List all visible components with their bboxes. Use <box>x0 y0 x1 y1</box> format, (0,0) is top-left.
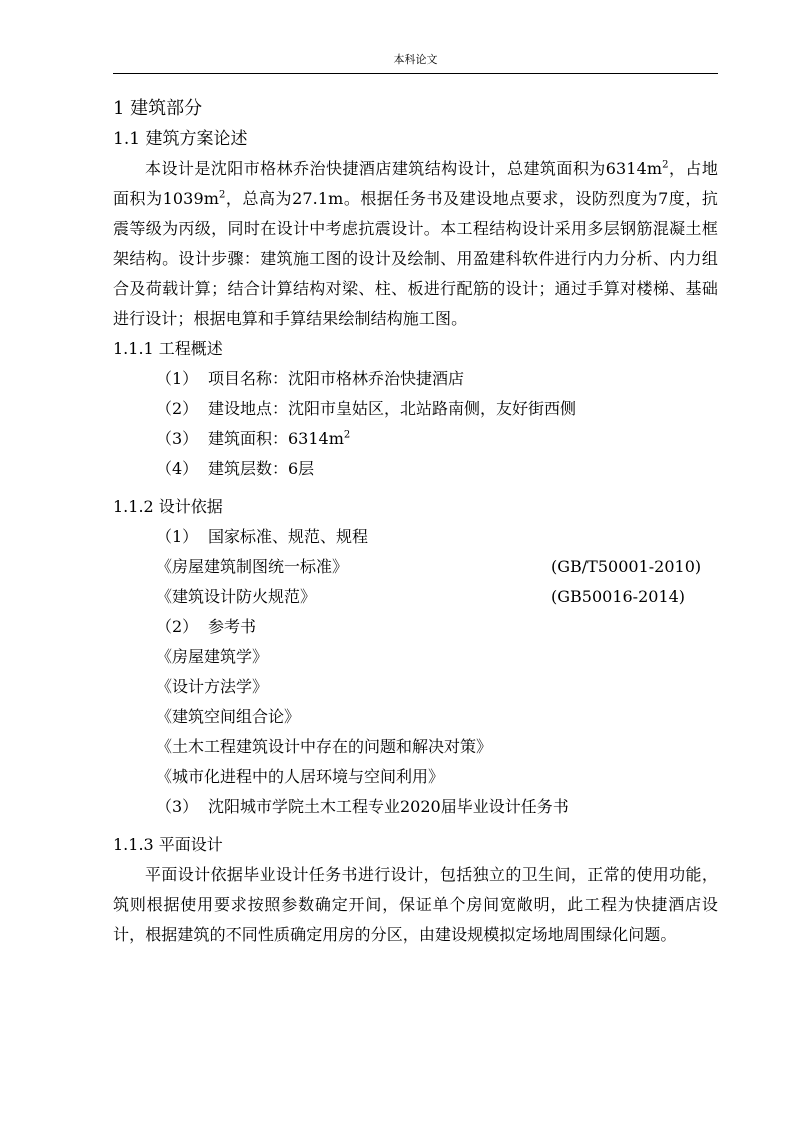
section-1-1-paragraph: 本设计是沈阳市格林乔治快捷酒店建筑结构设计，总建筑面积为$6314m^2$，占地面积为$1039m^2$，总高为27.1m。根据任务书及建设地点要求，设防烈度为7度，抗震等级为丙级，同时在设计中考虑抗震设计。本工程结构设计采用多层钢筋混凝土框架结构。设计步骤：建筑施工图的设计及绘制、用盈建科软件进行内力分析、内力组合及荷载计算；结合计算结构对梁、柱、板进行配筋的设计；通过手算对楼梯、基础进行设计；根据电算和手算结果绘制结构施工图。 <box>113 159 718 328</box>
section-1-1-3-heading: 1.1.3 平面设计 <box>113 835 223 854</box>
standard-reference: 《房屋建筑制图统一标准》 (GB/T50001-2010) <box>156 557 702 576</box>
list-item: （1） 项目名称：沈阳市格林乔治快捷酒店 <box>156 369 465 388</box>
list-item: （2） 参考书 <box>156 617 257 636</box>
list-item: （1） 国家标准、规范、规程 <box>156 527 369 546</box>
header-rule <box>113 73 718 74</box>
book-reference: 《土木工程建筑设计中存在的问题和解决对策》 <box>156 737 493 756</box>
document-body <box>113 94 718 950</box>
book-reference: 《设计方法学》 <box>156 677 269 696</box>
list-item: （2） 建设地点：沈阳市皇姑区，北站路南侧，友好街西侧 <box>156 399 577 418</box>
standard-reference: 《建筑设计防火规范》 (GB50016-2014) <box>156 587 686 606</box>
list-item: （3） 沈阳城市学院土木工程专业2020届毕业设计任务书 <box>156 797 569 816</box>
book-reference: 《城市化进程中的人居环境与空间利用》 <box>156 767 445 786</box>
book-reference: 《建筑空间组合论》 <box>156 707 301 726</box>
section-1-1-heading: 1.1 建筑方案论述 <box>113 129 248 149</box>
list-item: （3） 建筑面积：$6314m^2$ <box>156 429 351 448</box>
section-1-1-3-paragraph: 平面设计依据毕业设计任务书进行设计，包括独立的卫生间，正常的使用功能，筑则根据使用要求按照参数确定开间，保证单个房间宽敞明，此工程为快捷酒店设计，根据建筑的不同性质确定用房的分区，由建设规模拟定场地周围绿化问题。 <box>113 865 718 944</box>
page-header: 本科论文 <box>393 53 438 66</box>
section-1-1-1-heading: 1.1.1 工程概述 <box>113 339 223 358</box>
section-1-1-2-heading: 1.1.2 设计依据 <box>113 497 223 516</box>
section-1-heading: 1 建筑部分 <box>113 98 203 119</box>
list-item: （4） 建筑层数：6层 <box>156 459 315 478</box>
book-reference: 《房屋建筑学》 <box>156 647 269 666</box>
